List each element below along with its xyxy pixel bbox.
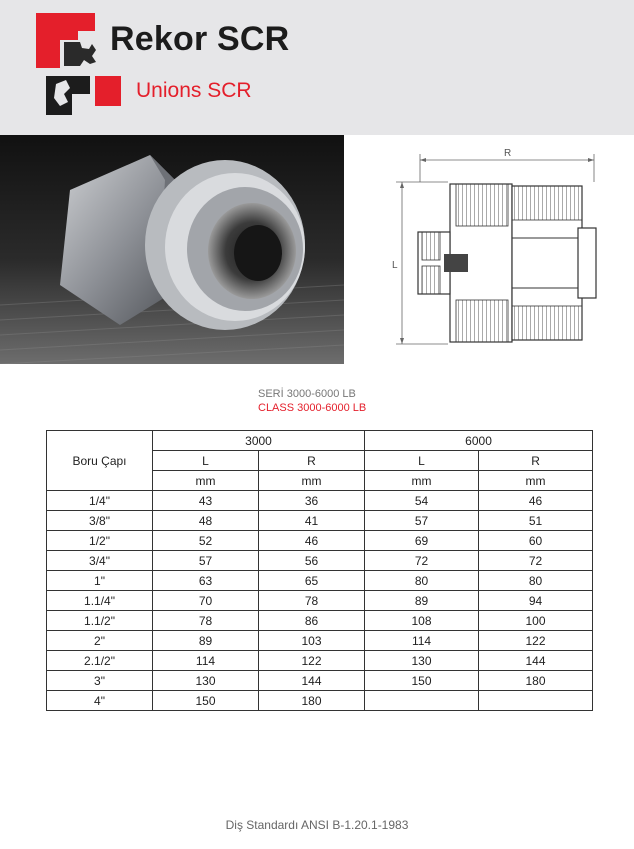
cell-pipe-size: 3/8" [47,511,153,531]
table-row [47,631,593,651]
header-dim: L [153,451,259,471]
cell-3000-l: 130 [153,671,259,691]
cell-6000-r: 94 [479,591,593,611]
cell-3000-r: 103 [259,631,365,651]
cell-pipe-size: 3/4" [47,551,153,571]
cell-pipe-size: 2" [47,631,153,651]
cell-6000-l: 54 [365,491,479,511]
header-unit: mm [479,471,593,491]
dimensions-table [46,430,593,711]
header-dim: R [479,451,593,471]
cell-3000-l: 70 [153,591,259,611]
cell-6000-l: 130 [365,651,479,671]
dimension-label-r: R [504,148,512,159]
series-label-tr: SERİ 3000-6000 LB [258,388,356,400]
table-row [47,651,593,671]
cell-3000-l: 63 [153,571,259,591]
cell-6000-r: 72 [479,551,593,571]
header-class-6000: 6000 [365,431,593,451]
cell-pipe-size: 1" [47,571,153,591]
table-row [47,491,593,511]
cell-3000-r: 46 [259,531,365,551]
cell-6000-r: 60 [479,531,593,551]
cell-3000-l: 57 [153,551,259,571]
cell-6000-l: 114 [365,631,479,651]
cell-pipe-size: 1.1/4" [47,591,153,611]
cell-6000-r [479,691,593,711]
cell-3000-r: 86 [259,611,365,631]
cell-6000-l: 150 [365,671,479,691]
cell-6000-l: 80 [365,571,479,591]
cell-6000-r: 180 [479,671,593,691]
cell-3000-l: 48 [153,511,259,531]
product-photo [0,135,344,364]
cell-pipe-size: 1/4" [47,491,153,511]
cell-3000-l: 78 [153,611,259,631]
cell-3000-r: 144 [259,671,365,691]
cell-pipe-size: 1/2" [47,531,153,551]
series-caption [258,387,366,415]
cell-pipe-size: 4" [47,691,153,711]
cell-3000-r: 56 [259,551,365,571]
header-band [0,0,634,135]
table-row [47,551,593,571]
cell-6000-l: 108 [365,611,479,631]
cell-3000-r: 180 [259,691,365,711]
table-row [47,511,593,531]
cell-6000-r: 100 [479,611,593,631]
cell-6000-l [365,691,479,711]
header-pipe-size: Boru Çapı [47,431,153,491]
cell-3000-l: 114 [153,651,259,671]
header-class-3000: 3000 [153,431,365,451]
cell-6000-l: 89 [365,591,479,611]
table-row [47,691,593,711]
cell-3000-r: 65 [259,571,365,591]
cell-6000-r: 51 [479,511,593,531]
table-row [47,531,593,551]
cell-3000-l: 52 [153,531,259,551]
header-unit: mm [365,471,479,491]
header-unit: mm [153,471,259,491]
cell-3000-l: 43 [153,491,259,511]
cell-pipe-size: 2.1/2" [47,651,153,671]
table-row [47,591,593,611]
cell-6000-r: 122 [479,631,593,651]
technical-drawing [378,142,618,362]
table-header-row [47,431,593,451]
cell-6000-r: 80 [479,571,593,591]
cell-6000-l: 72 [365,551,479,571]
cell-pipe-size: 3" [47,671,153,691]
cell-3000-r: 36 [259,491,365,511]
cell-6000-l: 57 [365,511,479,531]
cell-3000-l: 150 [153,691,259,711]
page-subtitle: Unions SCR [136,79,252,102]
cell-6000-r: 46 [479,491,593,511]
cell-3000-l: 89 [153,631,259,651]
page-title: Rekor SCR [110,20,290,58]
series-label-en: CLASS 3000-6000 LB [258,402,367,414]
cell-3000-r: 41 [259,511,365,531]
header-unit: mm [259,471,365,491]
table-row [47,611,593,631]
header-dim: L [365,451,479,471]
cell-3000-r: 122 [259,651,365,671]
cell-6000-l: 69 [365,531,479,551]
table-row [47,671,593,691]
dimension-label-l: L [392,260,398,271]
cell-6000-r: 144 [479,651,593,671]
table-row [47,571,593,591]
header-dim: R [259,451,365,471]
cell-3000-r: 78 [259,591,365,611]
thread-standard-note: Diş Standardı ANSI B-1.20.1-1983 [225,818,409,832]
cell-pipe-size: 1.1/2" [47,611,153,631]
